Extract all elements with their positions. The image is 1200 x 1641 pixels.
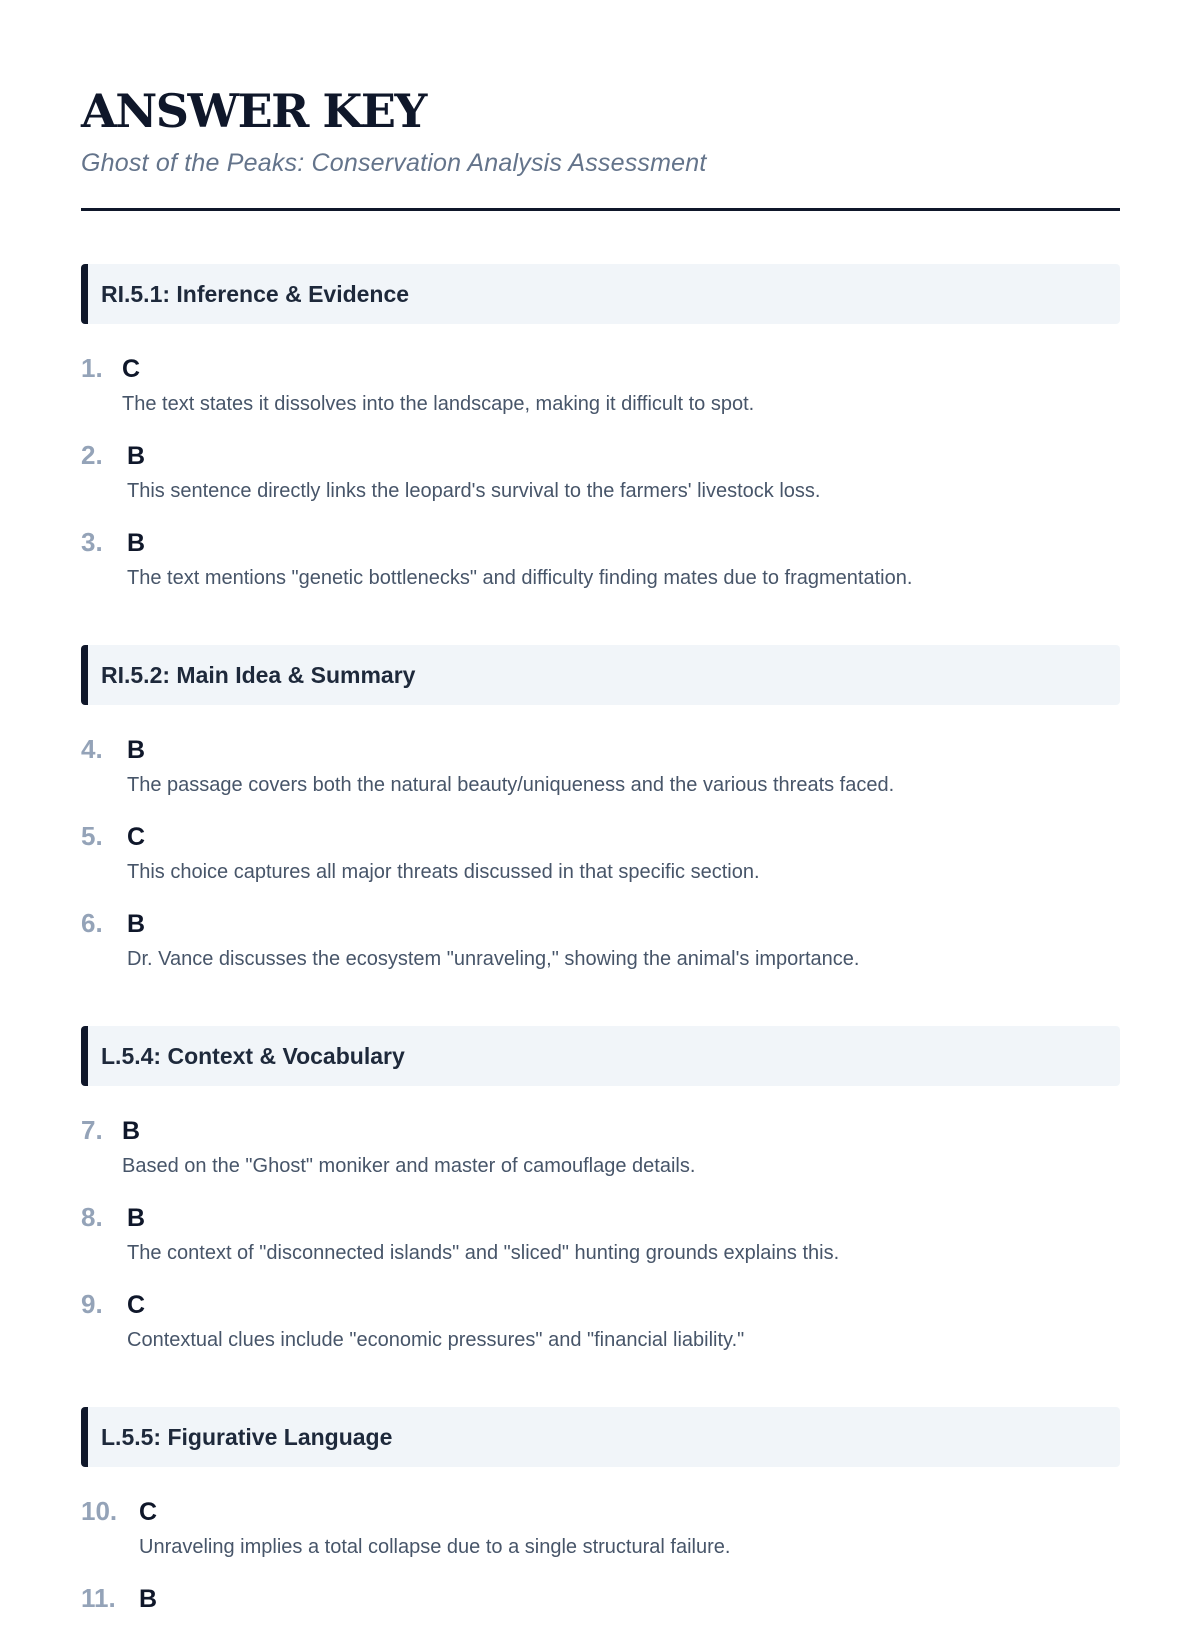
answer-explanation: Contextual clues include "economic pressures" and "financial liability." (127, 1329, 745, 1351)
question-number: 10. (81, 1496, 118, 1526)
answer-explanation: The text states it dissolves into the landscape, making it difficult to spot. (122, 393, 755, 415)
answer-item (81, 1496, 1120, 1561)
answer-explanation: Based on the "Ghost" moniker and master of camouflage details. (122, 1155, 696, 1177)
header-divider (81, 208, 1120, 211)
answer-letter: B (127, 1204, 146, 1232)
answer-letter: B (122, 1117, 141, 1145)
page-title: ANSWER KEY (81, 84, 426, 138)
answer-list (81, 1496, 1120, 1619)
section-header (81, 645, 1120, 705)
answer-explanation: Dr. Vance discusses the ecosystem "unraveling," showing the animal's importance. (127, 948, 860, 970)
section-title: RI.5.1: Inference & Evidence (101, 280, 410, 307)
answer-letter: B (127, 736, 146, 764)
section-context-vocabulary (81, 1026, 1120, 1354)
answer-explanation: This choice captures all major threats discussed in that specific section. (127, 861, 760, 883)
answer-explanation: The passage covers both the natural beauty/uniqueness and the various threats faced. (127, 774, 895, 796)
section-title: L.5.4: Context & Vocabulary (101, 1042, 405, 1069)
document-header (81, 0, 1120, 211)
section-inference-evidence (81, 264, 1120, 592)
answer-list (81, 353, 1120, 592)
answer-item (81, 1289, 1120, 1354)
section-title: L.5.5: Figurative Language (101, 1423, 393, 1450)
answer-explanation: This sentence directly links the leopard's survival to the farmers' livestock loss. (127, 480, 821, 502)
answer-explanation: The text mentions "genetic bottlenecks" and difficulty finding mates due to fragmentation. (127, 567, 913, 589)
question-number: 11. (81, 1583, 116, 1613)
answer-explanation: The context of "disconnected islands" and "sliced" hunting grounds explains this. (127, 1242, 840, 1264)
question-number: 7. (81, 1115, 103, 1145)
question-number: 1. (81, 353, 103, 383)
answer-explanation: Unraveling implies a total collapse due to a single structural failure. (139, 1536, 731, 1558)
question-number: 6. (81, 908, 103, 938)
answer-letter: B (127, 442, 146, 470)
section-header (81, 264, 1120, 324)
answer-list (81, 734, 1120, 973)
section-main-idea-summary (81, 645, 1120, 973)
section-header (81, 1407, 1120, 1467)
answer-item (81, 1202, 1120, 1267)
answer-item (81, 734, 1120, 799)
question-number: 9. (81, 1289, 103, 1319)
answer-list (81, 1115, 1120, 1354)
answer-letter: B (139, 1585, 158, 1613)
answer-letter: C (127, 823, 146, 851)
answer-item (81, 353, 1120, 418)
answer-key-page (81, 0, 1120, 1641)
question-number: 4. (81, 734, 103, 764)
section-figurative-language (81, 1407, 1120, 1619)
answer-item (81, 908, 1120, 973)
question-number: 3. (81, 527, 103, 557)
answer-letter: B (127, 910, 146, 938)
answer-letter: C (127, 1291, 146, 1319)
question-number: 8. (81, 1202, 103, 1232)
section-title: RI.5.2: Main Idea & Summary (101, 661, 416, 688)
answer-letter: C (139, 1498, 158, 1526)
answer-letter: C (122, 355, 141, 383)
answer-letter: B (127, 529, 146, 557)
question-number: 5. (81, 821, 103, 851)
question-number: 2. (81, 440, 103, 470)
page-subtitle: Ghost of the Peaks: Conservation Analysis Assessment (81, 149, 707, 177)
answer-item (81, 1583, 1120, 1619)
answer-item (81, 440, 1120, 505)
answer-item (81, 1115, 1120, 1180)
answer-item (81, 821, 1120, 886)
section-header (81, 1026, 1120, 1086)
answer-item (81, 527, 1120, 592)
